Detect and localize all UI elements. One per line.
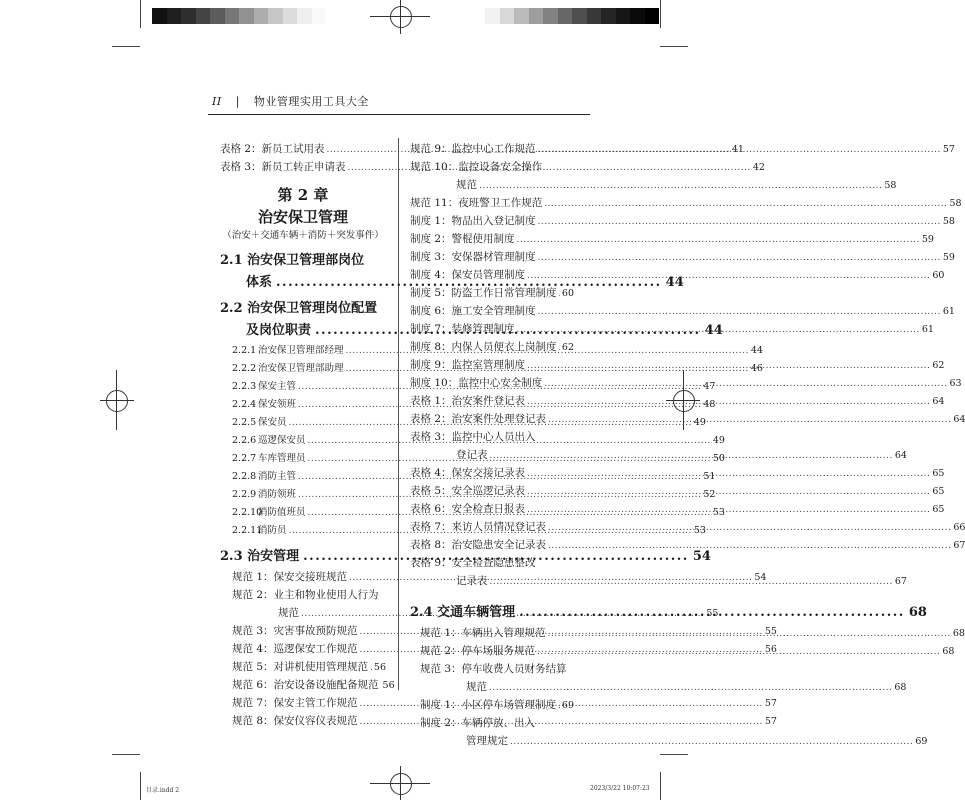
toc-entry-page: 57: [764, 698, 777, 709]
toc-entry[interactable]: [410, 212, 955, 230]
toc-entry-page: 65: [932, 468, 945, 479]
toc-entry-page: 63: [949, 378, 962, 389]
section-2-3-label: 2.3 治安管理: [220, 549, 300, 564]
toc-entry[interactable]: [410, 248, 955, 266]
toc-entry-label: 规范 5：对讲机使用管理规范: [232, 661, 369, 673]
toc-entry[interactable]: [420, 696, 574, 714]
toc-entry-page: 60: [561, 288, 574, 299]
toc-entry-label: 表格 6：安全检查日报表: [410, 503, 526, 515]
toc-entry-continued[interactable]: [420, 678, 907, 696]
toc-entry-page: 64: [894, 450, 907, 461]
crop-mark-br-h: [660, 754, 688, 755]
toc-entry-label-cont: 管理规定: [466, 735, 508, 747]
toc-entry[interactable]: [410, 302, 955, 320]
leader-dots: [559, 339, 560, 357]
swatch-left: [152, 8, 167, 24]
toc-entry-page: 65: [932, 486, 945, 497]
section-2-1-page: 44: [665, 275, 684, 290]
crop-mark-tr-h: [660, 46, 688, 47]
toc-entry-page: 54: [754, 572, 767, 583]
swatch-right: [630, 8, 645, 24]
toc-entry[interactable]: [410, 194, 962, 212]
section-2-4-page: 68: [908, 605, 927, 620]
swatch-right: [485, 8, 500, 24]
toc-entry-page: 68: [894, 682, 907, 693]
toc-entry-label: 制度 2：车辆停放、出入: [420, 717, 536, 729]
crop-mark-tr-v: [660, 0, 661, 28]
toc-subsection-number: 2.2.10: [232, 507, 263, 518]
color-bar-right: [485, 8, 659, 24]
toc-subsection-page: 52: [703, 489, 716, 500]
toc-entry-page: 58: [884, 180, 897, 191]
crop-mark-br-v: [660, 772, 661, 800]
section-2-3-page: 54: [692, 549, 711, 564]
toc-entry-label: 规范 4：巡逻保安工作规范: [232, 643, 358, 655]
toc-subsection-label: 保安员: [258, 417, 287, 428]
swatch-left: [312, 8, 327, 24]
toc-subsection-number: 2.2.11: [232, 525, 263, 536]
toc-subsection-label: 车库管理员: [258, 453, 306, 464]
toc-entry-label: 规范 10：监控设备安全操作: [410, 161, 543, 173]
toc-subsection-label: 消防主管: [258, 471, 297, 482]
toc-entry-page: 56: [382, 680, 395, 691]
toc-entry-page: 62: [561, 342, 574, 353]
toc-entry-page: 56: [373, 662, 386, 673]
toc-entry-label: 表格 8：治安隐患安全记录表: [410, 539, 547, 551]
toc-subsection-page: 53: [693, 525, 706, 536]
toc-subsection-label: 治安保卫管理部助理: [258, 363, 344, 374]
toc-entry-page: 66: [953, 522, 965, 533]
toc-entry-page: 58: [949, 198, 962, 209]
toc-subsection-page: 48: [703, 399, 716, 410]
toc-entry[interactable]: [420, 660, 574, 678]
crop-mark-bl-v: [140, 772, 141, 800]
swatch-right: [616, 8, 631, 24]
leader-dots: [527, 357, 930, 375]
toc-entry-label: 表格 2：治安案件处理登记表: [410, 413, 547, 425]
leader-dots: [538, 303, 941, 321]
swatch-right: [500, 8, 515, 24]
toc-entry-page: 57: [942, 144, 955, 155]
toc-entry[interactable]: [410, 554, 574, 572]
toc-subsection-number: 2.2.4: [232, 399, 257, 410]
toc-entry-page: 64: [953, 414, 965, 425]
toc-subsection-page: 49: [712, 435, 725, 446]
swatch-left: [254, 8, 269, 24]
swatch-left: [181, 8, 196, 24]
toc-entry-page: 61: [921, 324, 934, 335]
toc-subsection-page: 51: [703, 471, 716, 482]
swatch-left: [239, 8, 254, 24]
toc-entry[interactable]: [232, 676, 395, 694]
toc-subsection-label: 保安主管: [258, 381, 297, 392]
toc-subsection-page: 49: [693, 417, 706, 428]
leader-dots: [538, 141, 941, 159]
toc-subsection-page: 50: [712, 453, 725, 464]
chapter-number: 第 2 章: [277, 186, 329, 204]
registration-circle-top: [390, 6, 412, 28]
section-2-4-label: 2.4 交通车辆管理: [410, 605, 516, 620]
toc-entry-label: 制度 4：保安员管理制度: [410, 269, 526, 281]
toc-entry-page: 59: [921, 234, 934, 245]
leader-dots: [370, 659, 372, 677]
toc-entry-label: 表格 5：安全巡逻记录表: [410, 485, 526, 497]
toc-entry[interactable]: [410, 536, 965, 554]
leader-dots: [558, 697, 560, 715]
toc-subsection-number: 2.2.7: [232, 453, 257, 464]
toc-subsection-number: 2.2.2: [232, 363, 257, 374]
leader-dots: [548, 537, 951, 555]
section-2-1-label: 体系: [246, 275, 273, 290]
toc-entry-label: 制度 6：施工安全管理制度: [410, 305, 536, 317]
toc-entry[interactable]: [410, 158, 574, 176]
registration-circle-left: [106, 390, 128, 412]
leader-dots: [527, 267, 930, 285]
toc-subsection-label: 治安保卫管理部经理: [258, 345, 344, 356]
toc-entry[interactable]: [420, 714, 574, 732]
leader-dots: [490, 447, 893, 465]
toc-entry-label: 规范 2：业主和物业使用人行为: [232, 589, 379, 601]
toc-entry-label-cont: 规范: [466, 681, 487, 693]
toc-entry-label: 制度 10：监控中心安全制度: [410, 377, 543, 389]
section-2-2-page: 44: [704, 323, 723, 338]
section-2-1-line1[interactable]: 2.1 治安保卫管理部岗位: [220, 253, 365, 268]
toc-entry-label: 制度 1：物品出入登记制度: [410, 215, 536, 227]
crop-mark-tl-v: [140, 0, 141, 28]
toc-entry[interactable]: [410, 428, 574, 446]
toc-entry-label: 表格 7：来访人员情况登记表: [410, 521, 547, 533]
leader-dots: [527, 465, 930, 483]
chapter-title: 治安保卫管理: [257, 208, 348, 226]
toc-entry-page: 65: [932, 504, 945, 515]
toc-entry-continued[interactable]: [420, 732, 928, 750]
toc-entry[interactable]: [410, 230, 934, 248]
leader-dots: [510, 733, 913, 751]
toc-entry-page: 55: [706, 608, 719, 619]
toc-subsection-page: 44: [750, 345, 763, 356]
registration-circle-bottom: [390, 773, 412, 795]
leader-dots: [489, 679, 892, 697]
toc-entry-label: 规范 8：保安仪容仪表规范: [232, 715, 358, 727]
toc-subsection-number: 2.2.9: [232, 489, 257, 500]
toc-entry-page: 69: [561, 700, 574, 711]
toc-entry-continued[interactable]: [410, 176, 897, 194]
toc-subsection-number: 2.2.5: [232, 417, 257, 428]
footer-file-name: 目录.indd 2: [146, 787, 180, 794]
toc-entry-page: 68: [942, 646, 955, 657]
toc-entry-page: 67: [953, 540, 965, 551]
toc-entry[interactable]: [232, 586, 386, 604]
toc-entry-label: 规范 11：夜班警卫工作规范: [410, 197, 543, 209]
toc-entry-label: 规范 1：车辆出入管理规范: [420, 627, 546, 639]
toc-entry-label: 规范 1：保安交接班规范: [232, 571, 348, 583]
swatch-right: [558, 8, 573, 24]
toc-subsection-label: 消防领班: [258, 489, 297, 500]
toc-entry-page: 69: [915, 736, 928, 747]
leader-dots: [548, 625, 951, 643]
toc-entry-label: 表格 9：安全检查隐患整改: [410, 557, 536, 569]
swatch-left: [297, 8, 312, 24]
toc-entry-label: 规范 6：治安设备设施配备规范: [232, 679, 379, 691]
leader-dots: [517, 231, 920, 249]
toc-entry-label: 规范 3：停车收费人员财务结算: [420, 663, 567, 675]
swatch-right: [529, 8, 544, 24]
folio: II: [212, 95, 222, 108]
toc-subsection-number: 2.2.6: [232, 435, 257, 446]
toc-entry-page: 67: [894, 576, 907, 587]
leader-dots: [490, 573, 893, 591]
toc-entry-page: 41: [731, 144, 744, 155]
swatch-right: [514, 8, 529, 24]
toc-entry-page: 57: [764, 716, 777, 727]
toc-entry-label: 表格 4：保安交接记录表: [410, 467, 526, 479]
leader-dots: [544, 375, 947, 393]
leader-dots: [527, 501, 930, 519]
toc-subsection-number: 2.2.1: [232, 345, 257, 356]
section-2-2-label: 及岗位职责: [246, 323, 312, 338]
toc-entry-label: 制度 5：防盗工作日常管理制度: [410, 287, 557, 299]
toc-entry-label: 制度 7：装修管理制度: [410, 323, 515, 335]
color-bar-left: [152, 8, 326, 24]
toc-entry-label-cont: 规范: [278, 607, 299, 619]
toc-entry-page: 60: [932, 270, 945, 281]
toc-entry-label: 规范 7：保安主管工作规范: [232, 697, 358, 709]
toc-entry-label: 表格 2：新员工试用表: [220, 143, 325, 155]
leader-dots: [537, 643, 940, 661]
crop-mark-tl-h: [112, 46, 140, 47]
toc-entry-page: 55: [764, 626, 777, 637]
leader-dots: [538, 213, 941, 231]
toc-subsection-label: 巡逻保安员: [258, 435, 306, 446]
toc-entry-label: 表格 1：治安案件登记表: [410, 395, 526, 407]
toc-entry-page: 56: [764, 644, 777, 655]
leader-dots: [548, 519, 951, 537]
leader-dots: [544, 195, 947, 213]
swatch-right: [645, 8, 660, 24]
crop-mark-bl-h: [112, 754, 140, 755]
toc-subsection-page: 47: [703, 381, 716, 392]
toc-entry-label-cont: 记录表: [456, 575, 488, 587]
leader-dots: [517, 321, 920, 339]
chapter-subtitle: （治安＋交通车辆＋消防＋突发事件）: [222, 230, 384, 241]
toc-entry-label: 制度 1：小区停车场管理制度: [420, 699, 557, 711]
swatch-left: [167, 8, 182, 24]
toc-entry-label: 制度 9：监控室管理制度: [410, 359, 526, 371]
swatch-right: [543, 8, 558, 24]
toc-entry-page: 68: [952, 628, 965, 639]
toc-entry-label: 规范 9：监控中心工作规范: [410, 143, 536, 155]
toc-subsection-label: 消防值班员: [258, 507, 306, 518]
toc-subsection-page: 53: [712, 507, 725, 518]
swatch-left: [210, 8, 225, 24]
toc-entry-label-cont: 规范: [456, 179, 477, 191]
section-2-2-line1[interactable]: 2.2 治安保卫管理岗位配置: [220, 301, 378, 316]
toc-entry-label: 规范 3：灾害事故预防规范: [232, 625, 358, 637]
header-rule: [208, 114, 590, 115]
swatch-right: [572, 8, 587, 24]
toc-entry-page: 59: [942, 252, 955, 263]
toc-entry-page: 62: [932, 360, 945, 371]
leader-dots: [538, 249, 941, 267]
toc-subsection-page: 46: [750, 363, 763, 374]
swatch-right: [601, 8, 616, 24]
toc-entry-label: 制度 3：安保器材管理制度: [410, 251, 536, 263]
swatch-left: [283, 8, 298, 24]
swatch-left: [268, 8, 283, 24]
leader-dots: [527, 393, 930, 411]
toc-entry-label: 制度 8：内保人员便衣上岗制度: [410, 341, 557, 353]
toc-entry-label: 表格 3：监控中心人员出入: [410, 431, 536, 443]
toc-entry-label: 表格 3：新员工转正申请表: [220, 161, 346, 173]
toc-subsection-number: 2.2.3: [232, 381, 257, 392]
toc-entry-page: 58: [942, 216, 955, 227]
toc-entry-page: 64: [932, 396, 945, 407]
toc-subsection-label: 保安领班: [258, 399, 297, 410]
leader-dots: [479, 177, 882, 195]
header-divider: |: [235, 95, 240, 108]
toc-entry-label-cont: 登记表: [456, 449, 488, 461]
toc-subsection-label: 消防员: [258, 525, 287, 536]
toc-entry-label: 规范 2：停车场服务规范: [420, 645, 536, 657]
toc-entry-page: 42: [752, 162, 765, 173]
book-title: 物业管理实用工具大全: [253, 95, 369, 108]
leader-dots: [527, 483, 930, 501]
swatch-left: [196, 8, 211, 24]
leader-dots: [559, 285, 560, 303]
running-header: [212, 93, 369, 109]
swatch-left: [225, 8, 240, 24]
leader-dots: [548, 411, 951, 429]
toc-entry[interactable]: [232, 658, 386, 676]
toc-entry[interactable]: [410, 338, 574, 356]
swatch-right: [587, 8, 602, 24]
toc-subsection-number: 2.2.8: [232, 471, 257, 482]
toc-entry-label: 制度 2：警棍使用制度: [410, 233, 515, 245]
leader-dots: [519, 602, 905, 624]
toc-entry[interactable]: [410, 284, 574, 302]
footer-timestamp: 2023/3/22 10:07:23: [590, 785, 650, 792]
toc-entry-page: 61: [942, 306, 955, 317]
